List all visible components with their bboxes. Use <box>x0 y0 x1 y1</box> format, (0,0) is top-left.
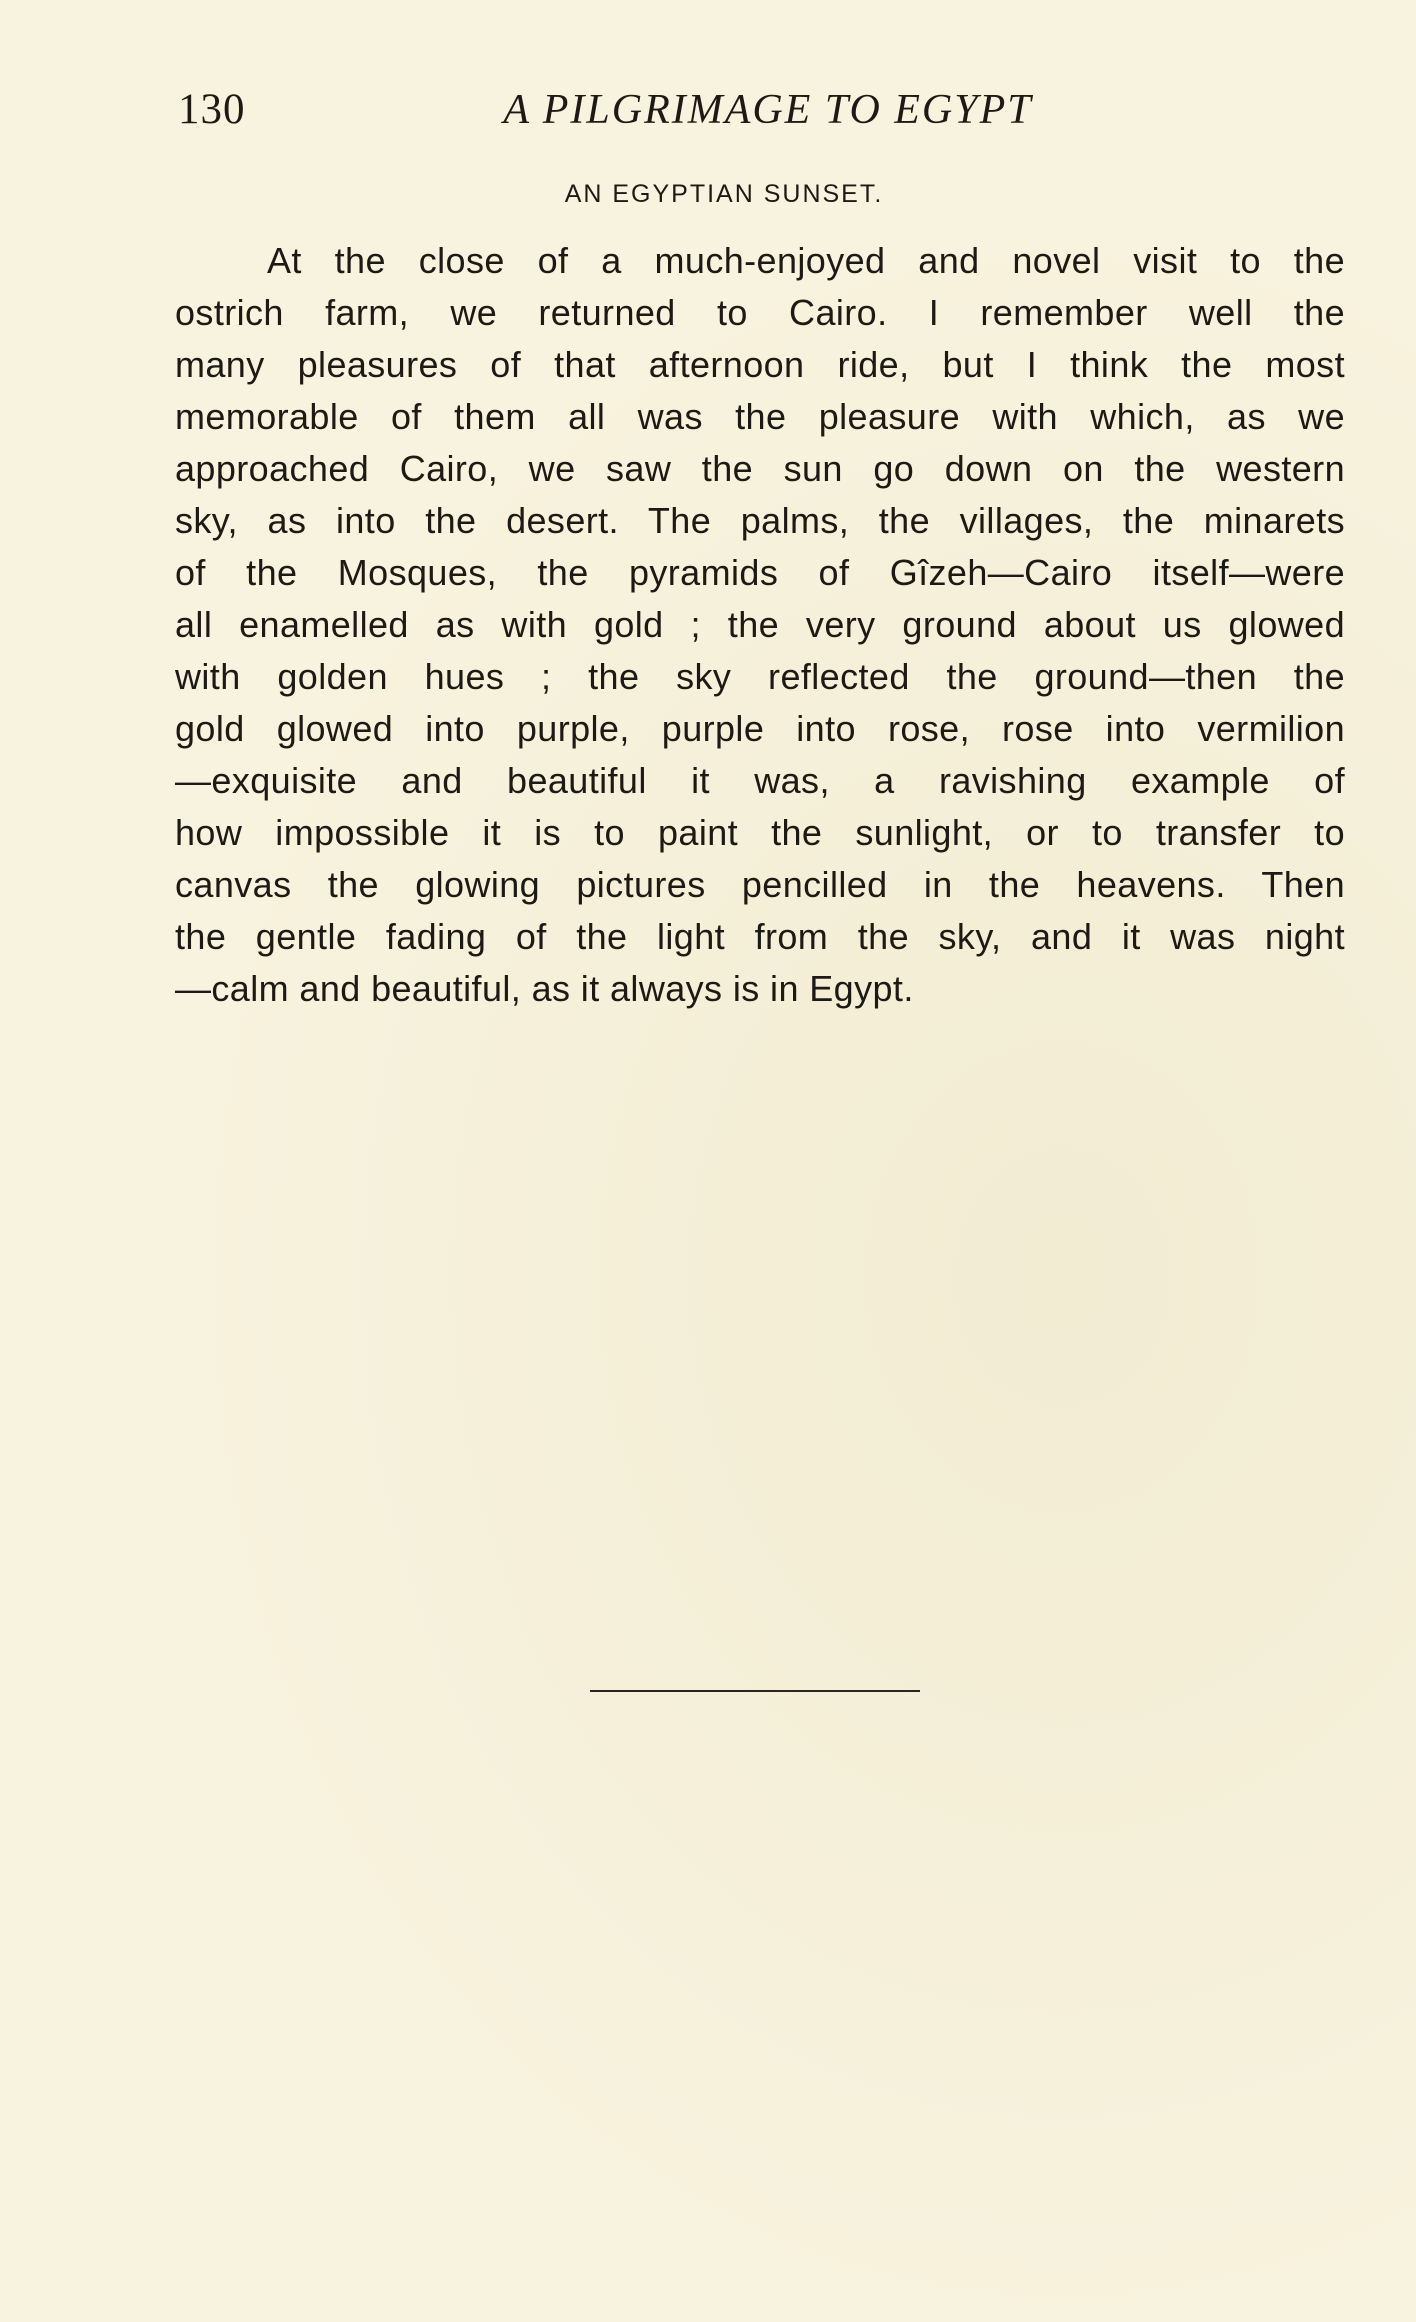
page-number: 130 <box>178 86 246 133</box>
paragraph-line: memorable of them all was the pleasure with which, as we <box>175 396 1345 437</box>
body-paragraph <box>175 235 1345 1015</box>
running-head <box>178 78 1268 142</box>
section-heading: AN EGYPTIAN SUNSET. <box>564 180 884 208</box>
paragraph-line: approached Cairo, we saw the sun go down on the western <box>175 448 1345 489</box>
paragraph-line: canvas the glowing pictures pencilled in the heavens. Then <box>175 864 1345 905</box>
paragraph-line: At the close of a much-enjoyed and novel visit to the <box>267 240 1345 281</box>
paragraph-line: —exquisite and beautiful it was, a ravishing example of <box>175 760 1345 801</box>
paragraph-line: gold glowed into purple, purple into rose, rose into vermilion <box>175 708 1345 749</box>
book-title: A PILGRIMAGE TO EGYPT <box>503 87 1033 133</box>
paragraph-line: ostrich farm, we returned to Cairo. I remember well the <box>175 292 1345 333</box>
paragraph-line: with golden hues ; the sky reflected the ground—then the <box>175 656 1345 697</box>
paragraph-line: of the Mosques, the pyramids of Gîzeh—Cairo itself—were <box>175 552 1345 593</box>
paragraph-line: —calm and beautiful, as it always is in Egypt. <box>175 968 914 1009</box>
paragraph-line: sky, as into the desert. The palms, the villages, the minarets <box>175 500 1345 541</box>
section-end-rule <box>590 1690 920 1692</box>
paragraph-line: how impossible it is to paint the sunlight, or to transfer to <box>175 812 1345 853</box>
paragraph-line: the gentle fading of the light from the sky, and it was night <box>175 916 1345 957</box>
paragraph-line: all enamelled as with gold ; the very ground about us glowed <box>175 604 1345 645</box>
paragraph-line: many pleasures of that afternoon ride, but I think the most <box>175 344 1345 385</box>
